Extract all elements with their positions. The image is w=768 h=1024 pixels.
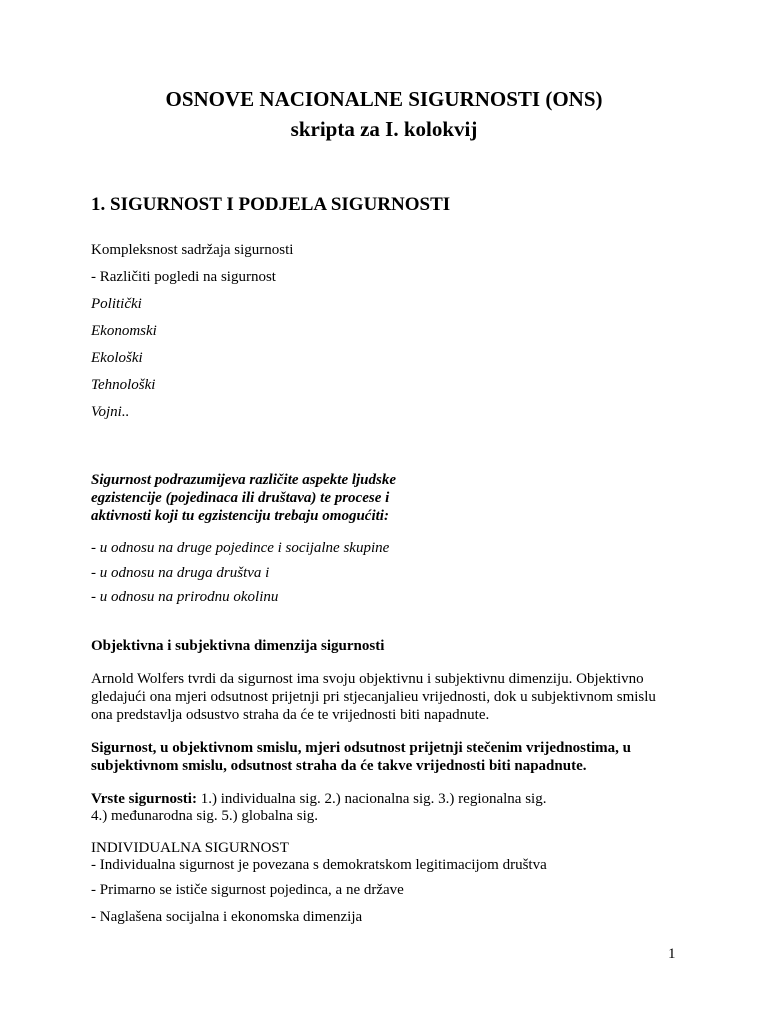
individual-item: - Individualna sigurnost je povezana s demokratskom legitimacijom društva <box>91 857 547 873</box>
summary-line: Sigurnost, u objektivnom smislu, mjeri odsutnost prijetnji stečenim vrijednostima, u <box>91 740 632 756</box>
page-number: 1 <box>668 946 676 962</box>
types-list: 1.) individualna sig. 2.) nacionalna sig. 3.) regionalna sig. <box>196 791 547 807</box>
individual-item: - Naglašena socijalna i ekonomska dimenzija <box>91 909 363 925</box>
intro-line: Kompleksnost sadržaja sigurnosti <box>91 242 294 258</box>
intro-line: - Različiti pogledi na sigurnost <box>91 269 276 285</box>
definition-line: egzistencije (pojedinaca ili društava) te procese i <box>91 490 390 506</box>
summary-line: subjektivnom smislu, odsutnost straha da će takve vrijednosti biti napadnute. <box>91 758 587 774</box>
types-line: 4.) međunarodna sig. 5.) globalna sig. <box>91 808 319 824</box>
document-title: OSNOVE NACIONALNE SIGURNOSTI (ONS) <box>165 87 603 111</box>
types-label: Vrste sigurnosti: <box>91 791 197 807</box>
subheading: Objektivna i subjektivna dimenzija sigurnosti <box>91 638 385 654</box>
definition-line: aktivnosti koji tu egzistenciju trebaju omogućiti: <box>91 508 389 524</box>
relation-item: - u odnosu na druge pojedince i socijalne skupine <box>91 540 390 556</box>
relation-item: - u odnosu na druga društva i <box>91 565 270 581</box>
wolfers-line: gledajući ona mjeri odsutnost prijetnji pri stjecanjalieu vrijednosti, dok u subjektivnom smislu <box>91 689 656 705</box>
view-item: Ekološki <box>91 350 143 366</box>
section-heading: 1. SIGURNOST I PODJELA SIGURNOSTI <box>91 194 451 215</box>
individual-heading: INDIVIDUALNA SIGURNOST <box>91 840 289 856</box>
document-subtitle: skripta za I. kolokvij <box>290 117 478 141</box>
relation-item: - u odnosu na prirodnu okolinu <box>91 589 279 605</box>
view-item: Tehnološki <box>91 377 156 393</box>
view-item: Politički <box>91 296 142 312</box>
view-item: Ekonomski <box>91 323 157 339</box>
view-item: Vojni.. <box>91 404 130 420</box>
definition-line: Sigurnost podrazumijeva različite aspekte ljudske <box>91 472 397 488</box>
wolfers-line: Arnold Wolfers tvrdi da sigurnost ima svoju objektivnu i subjektivnu dimenziju. Objektivno <box>91 671 644 687</box>
wolfers-line: ona predstavlja odsustvo straha da će te vrijednosti biti napadnute. <box>91 707 490 723</box>
individual-item: - Primarno se ističe sigurnost pojedinca, a ne države <box>91 882 404 898</box>
